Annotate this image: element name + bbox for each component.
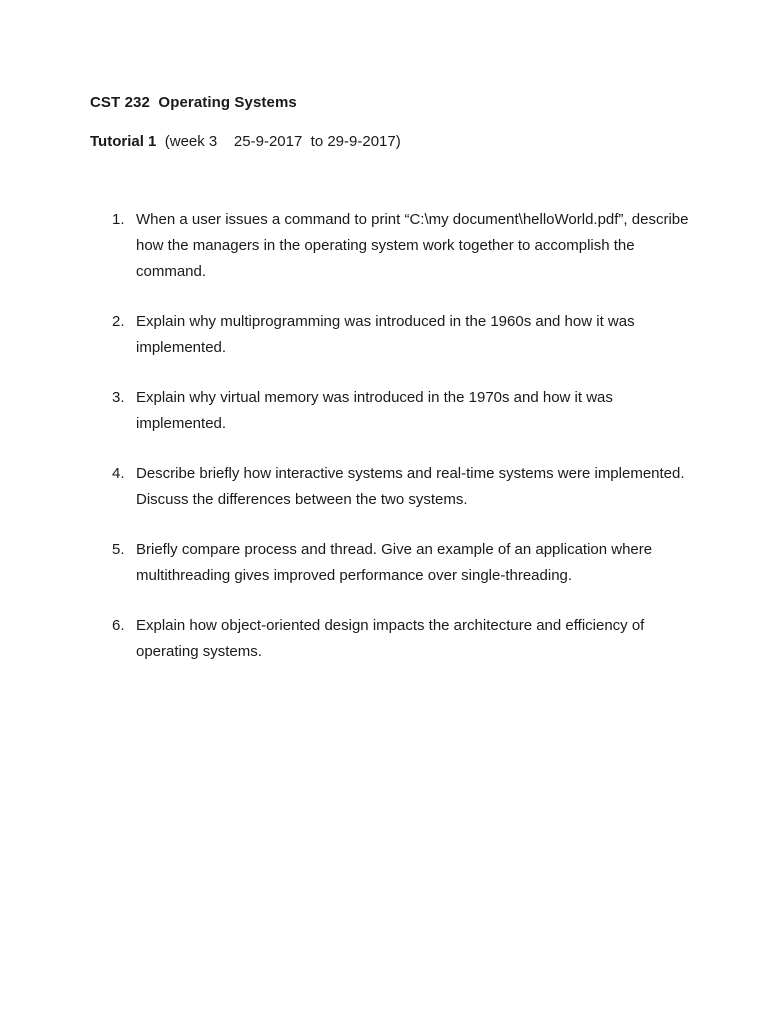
question-item (90, 309, 700, 361)
question-item (90, 537, 700, 589)
question-item (90, 385, 700, 437)
question-number: 1. (112, 211, 125, 228)
question-item (90, 613, 700, 665)
question-item (90, 461, 700, 513)
tutorial-heading (90, 133, 401, 150)
question-number: 6. (112, 617, 125, 634)
tutorial-label: Tutorial 1 (90, 133, 157, 150)
question-text: When a user issues a command to print “C:\my document\helloWorld.pdf”, describe how the managers in the operating system work together to accomplish the command. (136, 211, 689, 280)
question-text: Explain why multiprogramming was introduced in the 1960s and how it was implemented. (136, 313, 635, 356)
question-item (90, 207, 700, 285)
tutorial-week-range: (week 3 25-9-2017 to 29-9-2017) (156, 133, 401, 150)
question-number: 2. (112, 313, 125, 330)
question-list (90, 207, 700, 689)
question-text: Explain why virtual memory was introduced in the 1970s and how it was implemented. (136, 389, 613, 432)
question-text: Briefly compare process and thread. Give an example of an application where multithreading gives improved performance over single-threading. (136, 541, 653, 584)
question-number: 4. (112, 465, 125, 482)
question-text: Explain how object-oriented design impacts the architecture and efficiency of operating systems. (136, 617, 645, 660)
question-number: 5. (112, 541, 125, 558)
question-number: 3. (112, 389, 125, 406)
course-title: CST 232 Operating Systems (90, 94, 297, 111)
question-text: Describe briefly how interactive systems and real-time systems were implemented. Discuss the differences between the two systems. (136, 465, 685, 508)
